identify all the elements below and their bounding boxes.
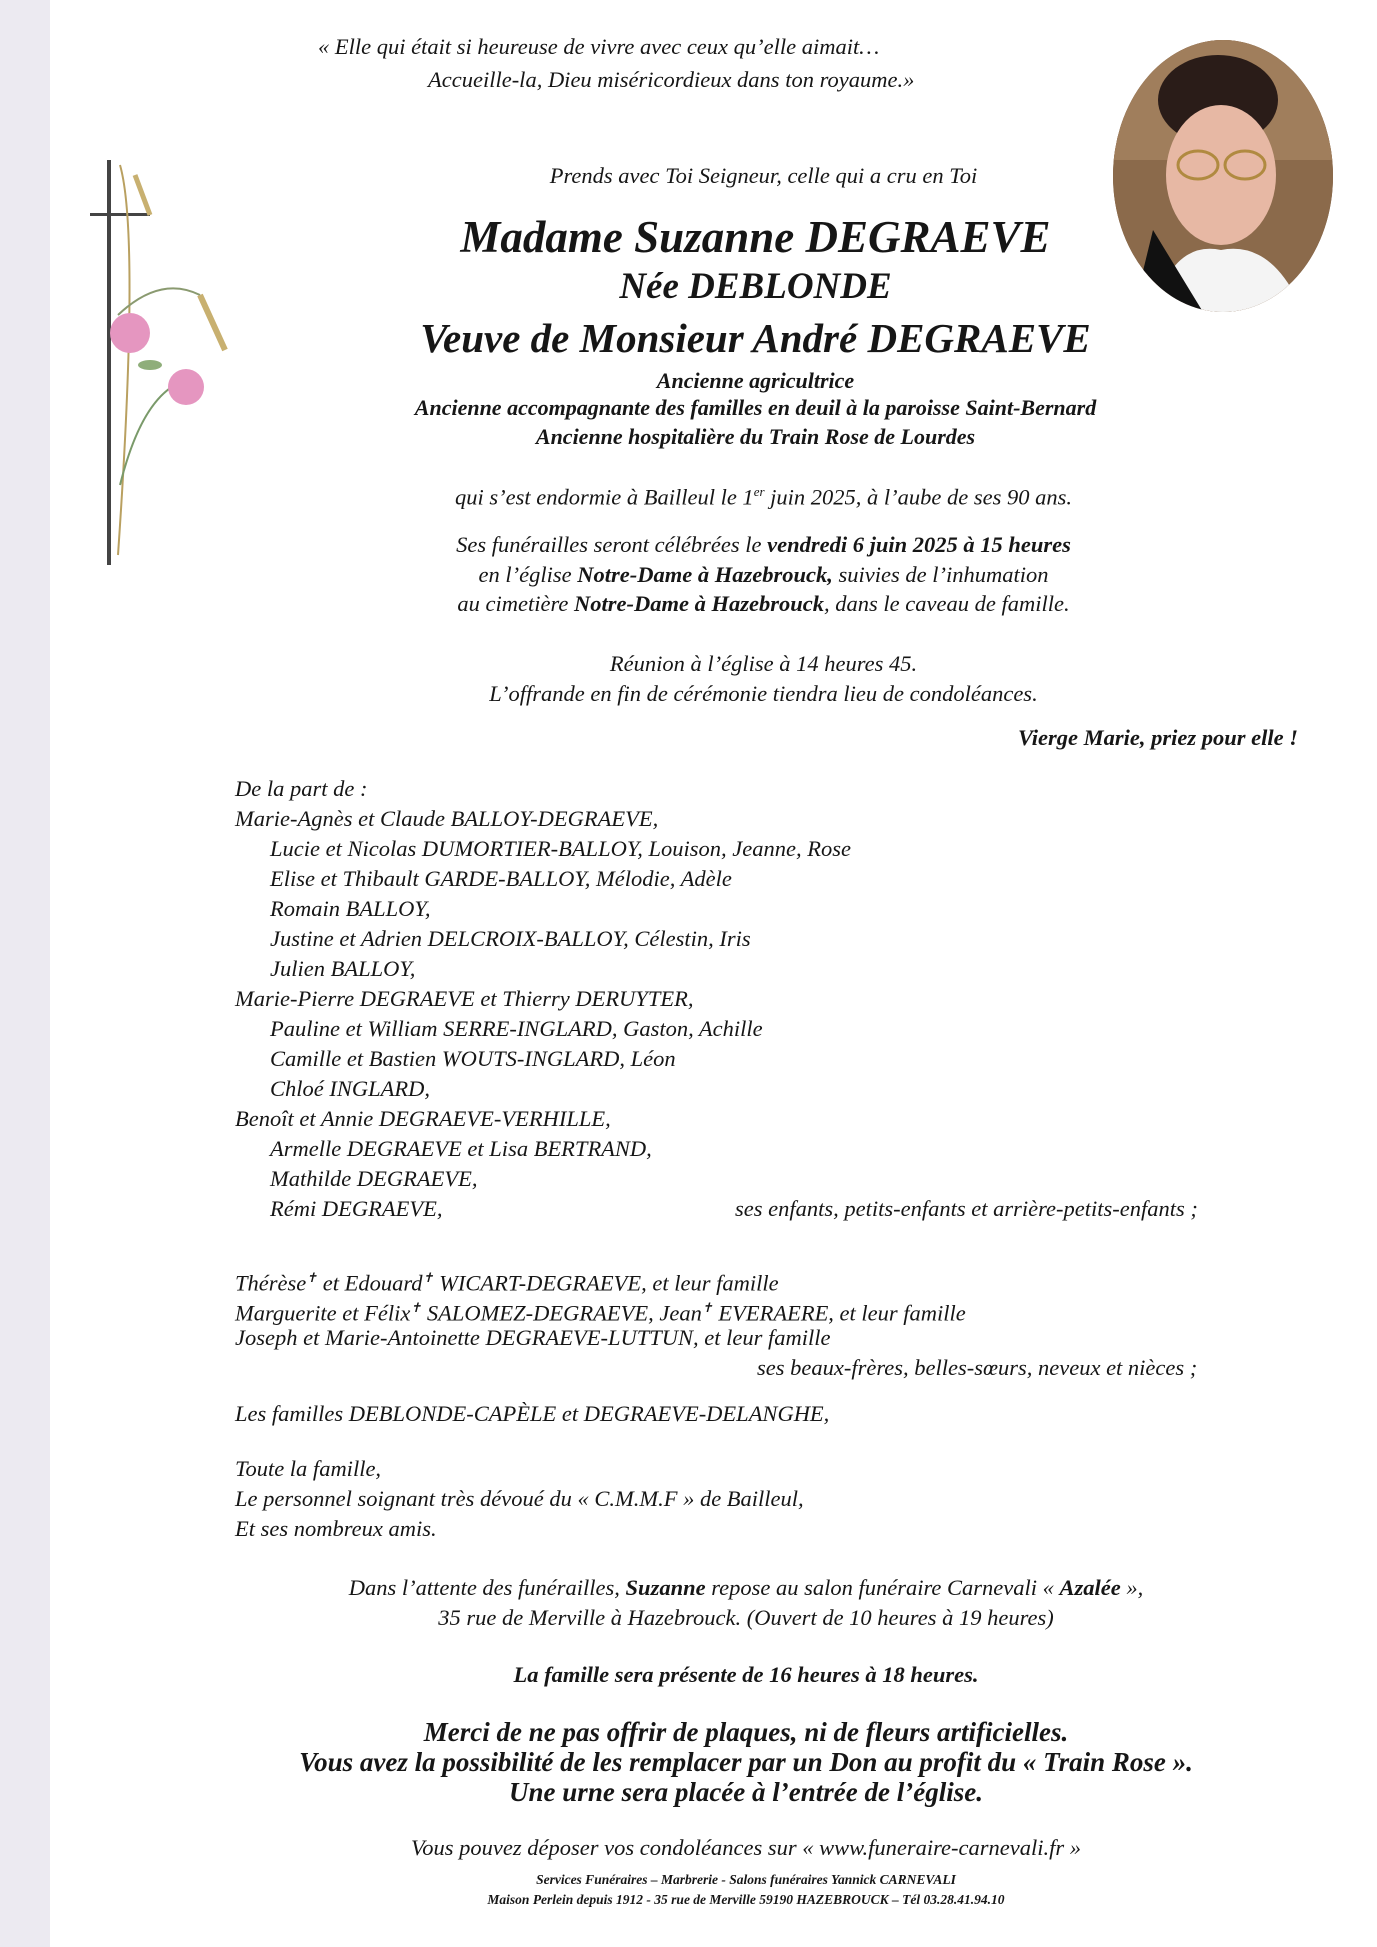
- text: suivies de l’inhumation: [832, 562, 1049, 587]
- widow-of: Veuve de Monsieur André DEGRAEVE: [420, 315, 1091, 361]
- presence: La famille sera présente de 16 heures à 18 heures.: [513, 1662, 979, 1687]
- death-text: qui s’est endormie à Bailleul le 1: [454, 484, 754, 510]
- footer-line-2: Maison Perlein depuis 1912 - 35 rue de Merville 59190 HAZEBROUCK – Tél 03.28.41.94.10: [487, 1892, 1005, 1907]
- funeral-date: vendredi 6 juin 2025 à 15 heures: [767, 532, 1071, 557]
- inlaw-line: [235, 1324, 831, 1352]
- text: et Edouard: [317, 1270, 423, 1296]
- death-notice: [0, 478, 1377, 512]
- text: EVERAERE, et leur famille: [712, 1300, 966, 1326]
- text: »,: [1120, 1575, 1144, 1600]
- other-families: Les familles DEBLONDE-CAPÈLE et DEGRAEVE-DELANGHE,: [235, 1401, 830, 1426]
- deceased-cross-icon: ✝: [306, 1270, 318, 1285]
- family-member-line: Chloé INGLARD,: [270, 1076, 430, 1101]
- footer-line-1: Services Funéraires – Marbrerie - Salons funéraires Yannick CARNEVALI: [536, 1872, 956, 1887]
- text: Dans l’attente des funérailles,: [348, 1575, 626, 1600]
- family-member-line: Armelle DEGRAEVE et Lisa BERTRAND,: [270, 1136, 652, 1161]
- inlaw-line: [235, 1264, 779, 1298]
- inlaws-label: ses beaux-frères, belles-sœurs, neveux et nièces ;: [757, 1355, 1198, 1380]
- funeral-line-1: [0, 531, 1377, 559]
- salon-name: Azalée: [1059, 1575, 1121, 1600]
- deceased-cross-icon: ✝: [410, 1300, 422, 1315]
- text: Thérèse: [235, 1270, 307, 1296]
- quote-line-2: Accueille-la, Dieu miséricordieux dans ton royaume.»: [428, 67, 915, 92]
- notice-2: Vous avez la possibilité de les remplacer par un Don au profit du « Train Rose ».: [299, 1747, 1193, 1777]
- role-3: Ancienne hospitalière du Train Rose de Lourdes: [535, 424, 976, 449]
- role-1: Ancienne agricultrice: [656, 368, 855, 393]
- salon-line-1: [0, 1574, 1377, 1602]
- text: SALOMEZ-DEGRAEVE, Jean: [421, 1300, 702, 1326]
- text: WICART-DEGRAEVE, et leur famille: [433, 1270, 779, 1296]
- text: Ses funérailles seront célébrées le: [456, 532, 768, 557]
- notice-1: Merci de ne pas offrir de plaques, ni de fleurs artificielles.: [423, 1717, 1069, 1747]
- family-member-line: Rémi DEGRAEVE,: [270, 1196, 443, 1221]
- closing-3: Et ses nombreux amis.: [235, 1516, 437, 1541]
- closing-2: Le personnel soignant très dévoué du « C.M.M.F » de Bailleul,: [235, 1486, 804, 1511]
- family-member-line: Justine et Adrien DELCROIX-BALLOY, Célestin, Iris: [270, 926, 751, 951]
- text: Marguerite et Félix: [235, 1300, 411, 1326]
- text: , dans le caveau de famille.: [824, 591, 1070, 616]
- text: Joseph et Marie-Antoinette DEGRAEVE-LUTTUN, et leur famille: [235, 1325, 831, 1350]
- text: en l’église: [478, 562, 578, 587]
- prayer: Prends avec Toi Seigneur, celle qui a cru en Toi: [549, 163, 978, 188]
- family-member-line: Lucie et Nicolas DUMORTIER-BALLOY, Louison, Jeanne, Rose: [270, 836, 852, 861]
- notice-3: Une urne sera placée à l’entrée de l’église.: [509, 1777, 983, 1807]
- salon-line-2: 35 rue de Merville à Hazebrouck. (Ouvert de 10 heures à 19 heures): [438, 1605, 1054, 1630]
- funeral-line-2: [0, 561, 1377, 589]
- deceased-name: Madame Suzanne DEGRAEVE: [460, 212, 1051, 262]
- maiden-name: Née DEBLONDE: [619, 266, 892, 307]
- deceased-cross-icon: ✝: [422, 1270, 434, 1285]
- first-name: Suzanne: [625, 1575, 706, 1600]
- family-member-line: Julien BALLOY,: [270, 956, 416, 981]
- reunion-line-2: L’offrande en fin de cérémonie tiendra lieu de condoléances.: [489, 681, 1038, 706]
- family-member-line: Camille et Bastien WOUTS-INGLARD, Léon: [270, 1046, 676, 1071]
- family-member-line: Romain BALLOY,: [270, 896, 431, 921]
- closing-1: Toute la famille,: [235, 1456, 382, 1481]
- funeral-line-3: [0, 590, 1377, 618]
- family-member-line: Pauline et William SERRE-INGLARD, Gaston, Achille: [270, 1016, 763, 1041]
- condolences-link: Vous pouvez déposer vos condoléances sur « www.funeraire-carnevali.fr »: [411, 1835, 1081, 1860]
- death-text-end: juin 2025, à l’aube de ses 90 ans.: [764, 484, 1073, 510]
- role-2: Ancienne accompagnante des familles en deuil à la paroisse Saint-Bernard: [414, 395, 1097, 420]
- family-member-line: Benoît et Annie DEGRAEVE-VERHILLE,: [235, 1106, 611, 1131]
- quote-line-1: « Elle qui était si heureuse de vivre avec ceux qu’elle aimait…: [318, 34, 880, 59]
- cemetery: Notre-Dame à Hazebrouck: [574, 591, 825, 616]
- inlaw-line: [235, 1294, 966, 1328]
- reunion-line-1: Réunion à l’église à 14 heures 45.: [609, 651, 918, 676]
- family-member-line: Marie-Pierre DEGRAEVE et Thierry DERUYTER,: [235, 986, 694, 1011]
- text: au cimetière: [457, 591, 575, 616]
- family-intro: De la part de :: [235, 776, 368, 801]
- vierge-marie: Vierge Marie, priez pour elle !: [1018, 725, 1298, 750]
- family-member-line: Elise et Thibault GARDE-BALLOY, Mélodie, Adèle: [270, 866, 732, 891]
- text: repose au salon funéraire Carnevali «: [705, 1575, 1060, 1600]
- children-label: ses enfants, petits-enfants et arrière-petits-enfants ;: [735, 1196, 1198, 1221]
- church: Notre-Dame à Hazebrouck,: [577, 562, 833, 587]
- family-member-line: Marie-Agnès et Claude BALLOY-DEGRAEVE,: [235, 806, 659, 831]
- family-member-line: Mathilde DEGRAEVE,: [270, 1166, 478, 1191]
- death-sup: er: [753, 484, 765, 499]
- deceased-cross-icon: ✝: [701, 1300, 713, 1315]
